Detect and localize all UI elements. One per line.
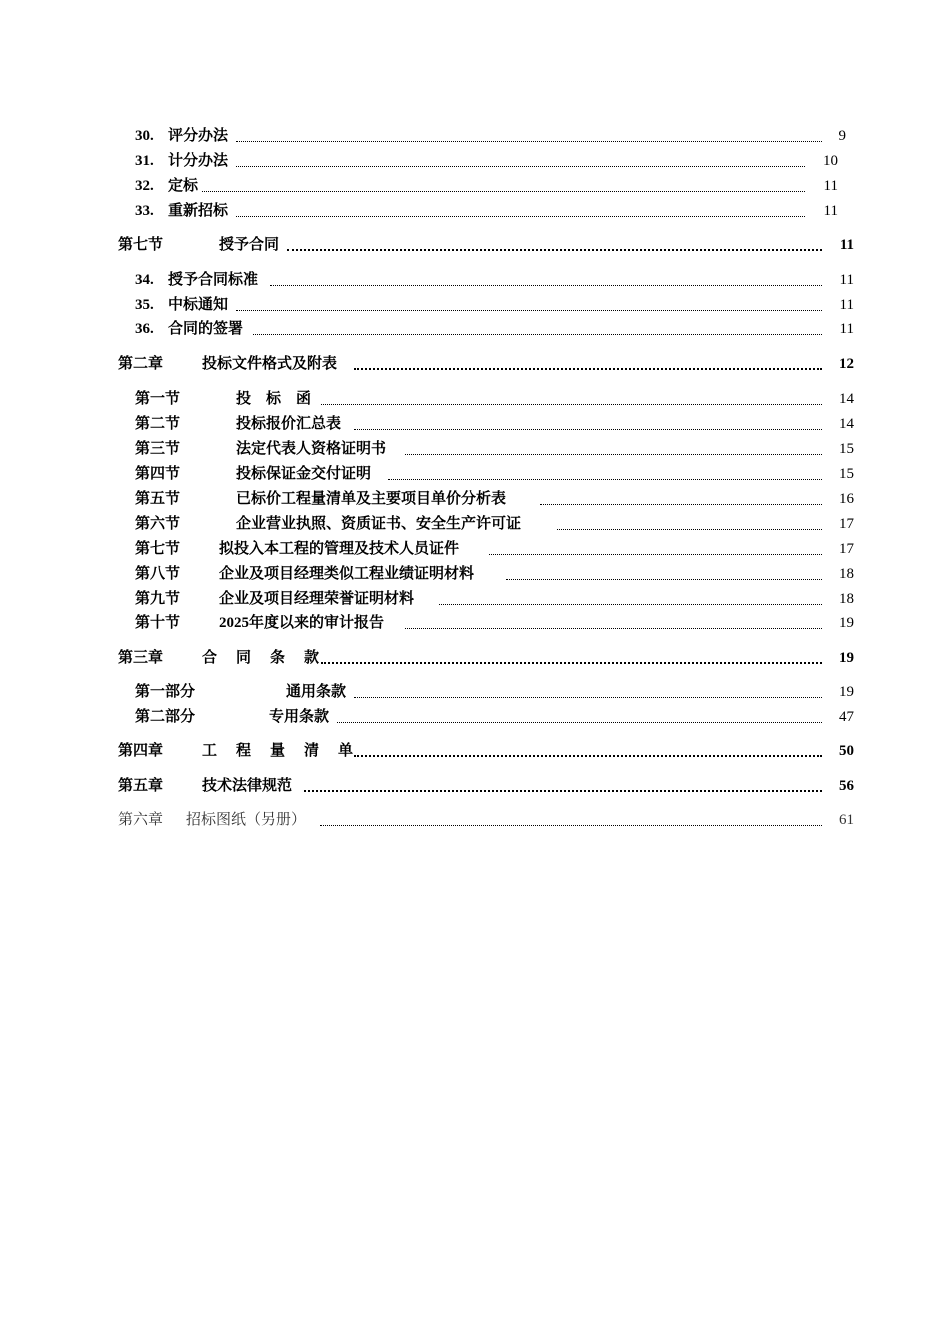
- toc-entry-title: 重新招标: [168, 203, 229, 219]
- toc-entry-title: 授予合同标准: [168, 272, 259, 288]
- toc-heading-number: 第七节: [118, 237, 164, 253]
- toc-entry[interactable]: [0, 612, 950, 634]
- toc-entry-page: 11: [823, 203, 838, 219]
- toc-entry-page: 17: [839, 541, 854, 557]
- dot-leader: [506, 579, 822, 580]
- dot-leader: [540, 504, 822, 505]
- dot-leader: [354, 755, 822, 757]
- toc-heading-title: 合 同 条 款: [202, 650, 322, 666]
- toc-entry[interactable]: [0, 463, 950, 485]
- toc-heading-number: 第五章: [118, 778, 164, 794]
- dot-leader: [321, 404, 822, 405]
- toc-entry-title: 投 标 函: [236, 391, 312, 407]
- toc-entry-page: 11: [839, 272, 854, 288]
- toc-entry-title: 通用条款: [286, 684, 347, 700]
- toc-entry-page: 15: [839, 466, 854, 482]
- toc-entry-page: 17: [839, 516, 854, 532]
- toc-heading-page: 50: [839, 743, 854, 759]
- toc-entry-page: 11: [823, 178, 838, 194]
- toc-heading-page: 19: [839, 650, 854, 666]
- dot-leader: [253, 334, 822, 335]
- toc-heading-number: 第六章: [118, 812, 164, 828]
- dot-leader: [320, 825, 822, 826]
- toc-entry[interactable]: [0, 125, 950, 147]
- toc-heading-title: 工 程 量 清 单: [202, 743, 356, 759]
- dot-leader: [304, 790, 822, 792]
- toc-heading[interactable]: [0, 775, 950, 797]
- toc-entry[interactable]: [0, 175, 950, 197]
- toc-entry-number: 36.: [135, 321, 154, 337]
- toc-heading-title: 授予合同: [219, 237, 280, 253]
- toc-entry-number: 第九节: [135, 591, 181, 607]
- toc-entry[interactable]: [0, 413, 950, 435]
- toc-heading[interactable]: [0, 353, 950, 375]
- toc-heading-title: 投标文件格式及附表: [202, 356, 338, 372]
- toc-entry-title: 拟投入本工程的管理及技术人员证件: [219, 541, 460, 557]
- toc-entry-page: 10: [823, 153, 838, 169]
- toc-heading-number: 第四章: [118, 743, 164, 759]
- toc-entry-number: 第一节: [135, 391, 181, 407]
- toc-entry-number: 31.: [135, 153, 154, 169]
- toc-heading-title: 招标图纸（另册）: [186, 812, 307, 828]
- toc-entry-number: 33.: [135, 203, 154, 219]
- toc-entry-number: 第二部分: [135, 709, 196, 725]
- toc-entry[interactable]: [0, 681, 950, 703]
- toc-entry-title: 评分办法: [168, 128, 229, 144]
- dot-leader: [405, 628, 822, 629]
- toc-entry-number: 34.: [135, 272, 154, 288]
- toc-entry[interactable]: [0, 563, 950, 585]
- toc-entry[interactable]: [0, 269, 950, 291]
- toc-entry-number: 第七节: [135, 541, 181, 557]
- toc-entry-title: 计分办法: [168, 153, 229, 169]
- toc-entry-title: 专用条款: [269, 709, 330, 725]
- toc-entry-title: 企业及项目经理荣誉证明材料: [219, 591, 415, 607]
- dot-leader: [405, 454, 822, 455]
- toc-entry-title: 投标报价汇总表: [236, 416, 342, 432]
- toc-entry-number: 第四节: [135, 466, 181, 482]
- toc-entry-title: 定标: [168, 178, 199, 194]
- dot-leader: [236, 310, 822, 311]
- dot-leader: [388, 479, 822, 480]
- toc-entry-title: 企业及项目经理类似工程业绩证明材料: [219, 566, 475, 582]
- toc-heading-page: 12: [839, 356, 854, 372]
- toc-entry-title: 合同的签署: [168, 321, 244, 337]
- toc-heading-number: 第三章: [118, 650, 164, 666]
- toc-entry-page: 18: [839, 566, 854, 582]
- toc-entry[interactable]: [0, 538, 950, 560]
- dot-leader: [489, 554, 822, 555]
- toc-entry-number: 第六节: [135, 516, 181, 532]
- toc-entry[interactable]: [0, 318, 950, 340]
- toc-entry-number: 30.: [135, 128, 154, 144]
- toc-entry[interactable]: [0, 388, 950, 410]
- dot-leader: [236, 216, 805, 217]
- toc-entry-page: 19: [839, 684, 854, 700]
- toc-entry-number: 第八节: [135, 566, 181, 582]
- toc-entry-title: 投标保证金交付证明: [236, 466, 372, 482]
- toc-entry-number: 第二节: [135, 416, 181, 432]
- dot-leader: [236, 141, 822, 142]
- toc-heading[interactable]: [0, 740, 950, 762]
- toc-entry-number: 第十节: [135, 615, 181, 631]
- toc-entry[interactable]: [0, 488, 950, 510]
- toc-entry-number: 35.: [135, 297, 154, 313]
- toc-entry-number: 第一部分: [135, 684, 196, 700]
- toc-entry-page: 16: [839, 491, 854, 507]
- toc-heading-title: 技术法律规范: [202, 778, 293, 794]
- toc-entry-page: 15: [839, 441, 854, 457]
- toc-entry[interactable]: [0, 513, 950, 535]
- toc-heading[interactable]: [0, 647, 950, 669]
- toc-entry-title: 已标价工程量清单及主要项目单价分析表: [236, 491, 507, 507]
- dot-leader: [236, 166, 805, 167]
- toc-entry-title: 法定代表人资格证明书: [236, 441, 387, 457]
- toc-entry-page: 19: [839, 615, 854, 631]
- dot-leader: [354, 697, 822, 698]
- toc-entry-number: 32.: [135, 178, 154, 194]
- toc-entry[interactable]: [0, 200, 950, 222]
- toc-entry[interactable]: [0, 150, 950, 172]
- toc-entry-number: 第三节: [135, 441, 181, 457]
- dot-leader: [202, 191, 805, 192]
- toc-entry-page: 9: [838, 128, 846, 144]
- dot-leader: [354, 368, 822, 370]
- toc-entry[interactable]: [0, 438, 950, 460]
- toc-heading-page: 56: [839, 778, 854, 794]
- toc-entry[interactable]: [0, 706, 950, 728]
- toc-entry-title: 2025年度以来的审计报告: [219, 615, 385, 631]
- toc-entry-page: 47: [839, 709, 854, 725]
- toc-heading-page: 61: [839, 812, 854, 828]
- dot-leader: [557, 529, 822, 530]
- toc-entry-title: 中标通知: [168, 297, 229, 313]
- toc-entry-page: 11: [839, 297, 854, 313]
- dot-leader: [354, 429, 822, 430]
- toc-entry[interactable]: [0, 294, 950, 316]
- toc-heading-page: 11: [839, 237, 854, 253]
- toc-entry-page: 14: [839, 391, 854, 407]
- dot-leader: [270, 285, 822, 286]
- toc-entry-title: 企业营业执照、资质证书、安全生产许可证: [236, 516, 522, 532]
- toc-entry-page: 14: [839, 416, 854, 432]
- dot-leader: [439, 604, 822, 605]
- dot-leader: [337, 722, 822, 723]
- toc-heading[interactable]: [0, 234, 950, 256]
- toc-heading-number: 第二章: [118, 356, 164, 372]
- toc-entry-page: 18: [839, 591, 854, 607]
- toc-heading[interactable]: [0, 809, 950, 831]
- dot-leader: [287, 249, 822, 251]
- toc-entry-page: 11: [839, 321, 854, 337]
- dot-leader: [321, 662, 822, 664]
- toc-entry[interactable]: [0, 588, 950, 610]
- toc-entry-number: 第五节: [135, 491, 181, 507]
